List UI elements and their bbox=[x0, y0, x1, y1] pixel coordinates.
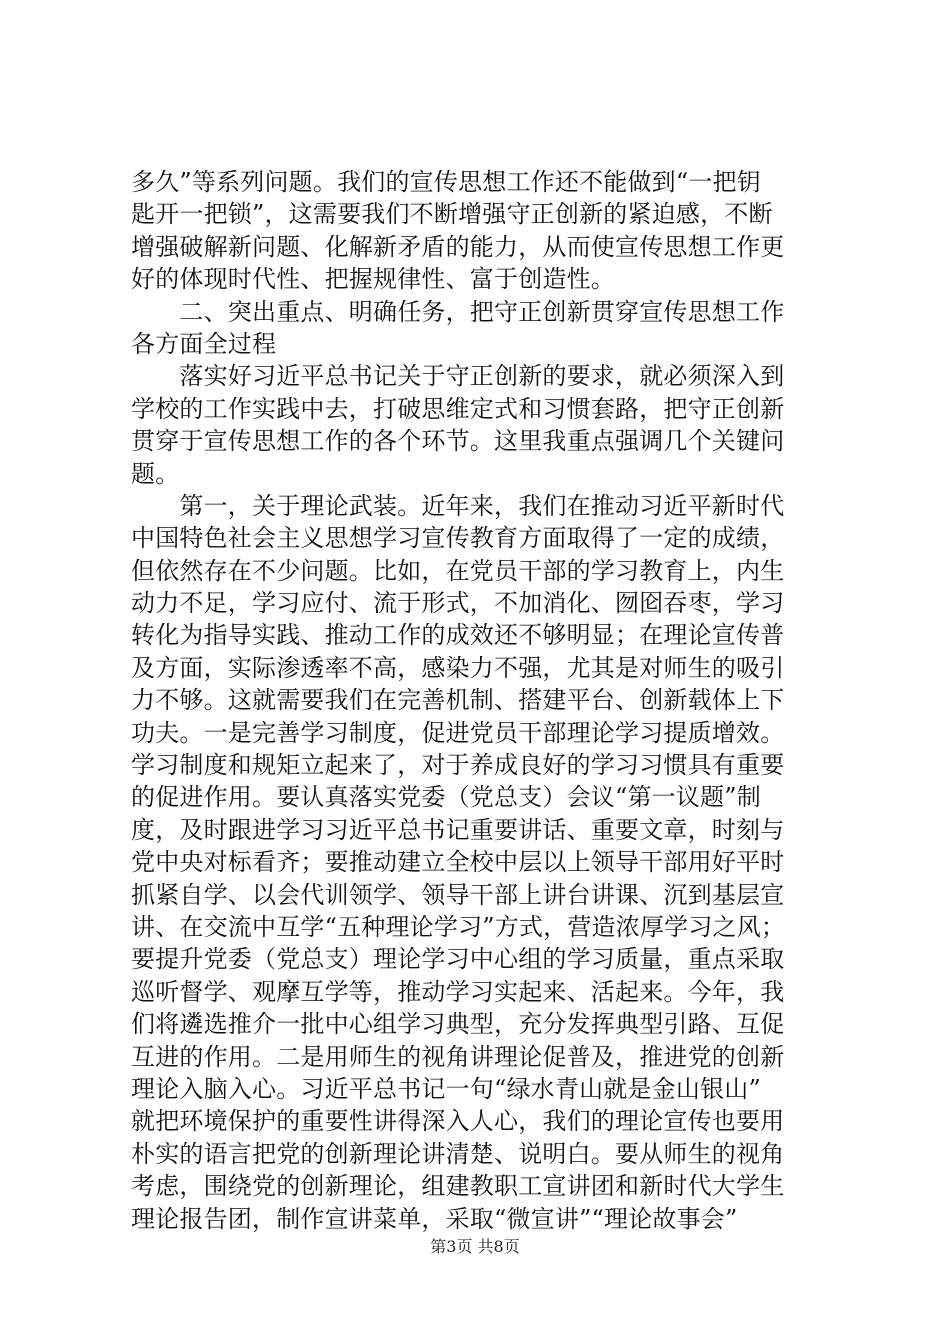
text-line: 好的体现时代性、把握规律性、富于创造性。 bbox=[131, 265, 615, 294]
text-line: 度，及时跟进学习习近平总书记重要讲话、重要文章，时刻与 bbox=[131, 815, 785, 844]
text-line: 中国特色社会主义思想学习宣传教育方面取得了一定的成绩， bbox=[131, 524, 785, 553]
text-line: 就把环境保护的重要性讲得深入人心，我们的理论宣传也要用 bbox=[131, 1107, 785, 1136]
text-line: 及方面，实际渗透率不高，感染力不强，尤其是对师生的吸引 bbox=[131, 653, 785, 682]
page-number-footer: 第3页 共8页 bbox=[430, 1237, 520, 1256]
text-line: 的促进作用。要认真落实党委（党总支）会议“第一议题”制 bbox=[131, 783, 761, 812]
text-line: 讲、在交流中互学“五种理论学习”方式，营造浓厚学习之风； bbox=[131, 912, 786, 941]
text-line: 匙开一把锁”，这需要我们不断增强守正创新的紧迫感，不断 bbox=[131, 200, 773, 229]
text-line: 学习制度和规矩立起来了，对于养成良好的学习习惯具有重要 bbox=[131, 751, 785, 780]
text-line: 第一，关于理论武装。近年来，我们在推动习近平新时代 bbox=[131, 491, 785, 520]
text-line: 理论报告团，制作宣讲菜单，采取“微宣讲”“理论故事会” bbox=[131, 1204, 738, 1233]
text-line: 学校的工作实践中去，打破思维定式和习惯套路，把守正创新 bbox=[131, 394, 785, 423]
text-line: 党中央对标看齐；要推动建立全校中层以上领导干部用好平时 bbox=[131, 848, 785, 877]
text-line: 理论入脑入心。习近平总书记一句“绿水青山就是金山银山” bbox=[131, 1074, 761, 1103]
section-heading-line: 二、突出重点、明确任务，把守正创新贯穿宣传思想工作 bbox=[131, 297, 785, 326]
text-line: 落实好习近平总书记关于守正创新的要求，就必须深入到 bbox=[131, 362, 785, 391]
text-line: 贯穿于宣传思想工作的各个环节。这里我重点强调几个关键问 bbox=[131, 427, 785, 456]
section-heading-line: 各方面全过程 bbox=[131, 329, 277, 358]
text-line: 要提升党委（党总支）理论学习中心组的学习质量，重点采取 bbox=[131, 945, 785, 974]
text-line: 们将遴选推介一批中心组学习典型，充分发挥典型引路、互促 bbox=[131, 1010, 785, 1039]
text-line: 巡听督学、观摩互学等，推动学习实起来、活起来。今年，我 bbox=[131, 977, 785, 1006]
text-line: 多久”等系列问题。我们的宣传思想工作还不能做到“一把钥 bbox=[131, 168, 761, 196]
text-line: 考虑，围绕党的创新理论，组建教职工宣讲团和新时代大学生 bbox=[131, 1172, 785, 1201]
text-line: 力不够。这就需要我们在完善机制、搭建平台、创新载体上下 bbox=[131, 686, 785, 715]
text-line: 转化为指导实践、推动工作的成效还不够明显；在理论宣传普 bbox=[131, 621, 785, 650]
text-line: 增强破解新问题、化解新矛盾的能力，从而使宣传思想工作更 bbox=[131, 232, 785, 261]
text-line: 抓紧自学、以会代训领学、领导干部上讲台讲课、沉到基层宣 bbox=[131, 880, 785, 909]
text-line: 互进的作用。二是用师生的视角讲理论促普及，推进党的创新 bbox=[131, 1042, 785, 1071]
body-text bbox=[131, 166, 831, 1235]
text-line: 功夫。一是完善学习制度，促进党员干部理论学习提质增效。 bbox=[131, 718, 785, 747]
text-line: 动力不足，学习应付、流于形式，不加消化、囫囵吞枣，学习 bbox=[131, 589, 785, 618]
text-line: 题。 bbox=[131, 459, 180, 488]
text-line: 但依然存在不少问题。比如，在党员干部的学习教育上，内生 bbox=[131, 556, 785, 585]
text-line: 朴实的语言把党的创新理论讲清楚、说明白。要从师生的视角 bbox=[131, 1139, 785, 1168]
